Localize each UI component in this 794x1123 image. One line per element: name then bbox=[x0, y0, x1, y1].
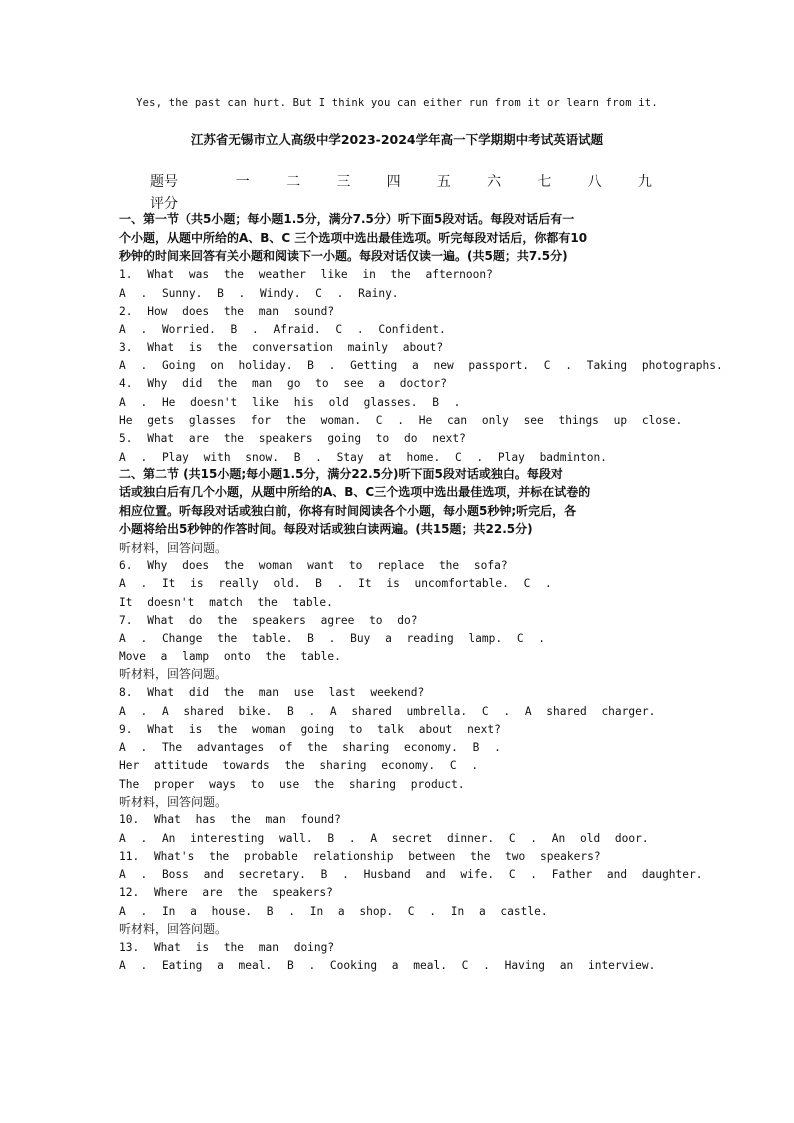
answer-options: It doesn't match the table. bbox=[119, 595, 333, 609]
question: 11. What's the probable relationship between the two speakers? bbox=[119, 850, 601, 863]
question: 9. What is the woman going to talk about next? bbox=[119, 722, 501, 736]
answer-options: A . An interesting wall. B . A secret dinner. C . An old door. bbox=[119, 831, 649, 845]
score-table-score-label: 评分 bbox=[150, 196, 178, 212]
question: 6. Why does the woman want to replace the sofa? bbox=[119, 559, 508, 572]
question: 12. Where are the speakers? bbox=[119, 886, 333, 899]
listening-prompt: 听材料，回答问题。 bbox=[119, 794, 228, 809]
question: 3. What is the conversation mainly about? bbox=[119, 341, 444, 354]
page-motto: Yes, the past can hurt. But I think you can either run from it or learn from it. bbox=[136, 97, 658, 109]
answer-options: A . In a house. B . In a shop. C . In a castle. bbox=[119, 904, 548, 918]
listening-prompt: 听材料，回答问题。 bbox=[119, 540, 228, 555]
answer-options: A . Going on holiday. B . Getting a new passport. C . Taking photographs. bbox=[119, 359, 723, 372]
score-column-4: 四 bbox=[386, 174, 401, 190]
section-2-instructions: 话或独白后有几个小题，从题中所给的A、B、C三个选项中选出最佳选项，并标在试卷的 bbox=[119, 485, 591, 499]
answer-options: A . Play with snow. B . Stay at home. C . Play badminton. bbox=[119, 450, 607, 464]
score-column-2: 二 bbox=[286, 174, 301, 190]
listening-prompt: 听材料，回答问题。 bbox=[119, 921, 228, 936]
section-1-instructions: 个小题，从题中所给的A、B、C 三个选项中选出最佳选项。听完每段对话后，你都有10 bbox=[119, 230, 588, 245]
section-1-instructions: 一、第一节（共5小题；每小题1.5分，满分7.5分）听下面5段对话。每段对话后有一 bbox=[119, 212, 575, 226]
score-column-8: 八 bbox=[587, 174, 602, 190]
answer-options: A . Sunny. B . Windy. C . Rainy. bbox=[119, 286, 399, 300]
answer-options: A . Eating a meal. B . Cooking a meal. C . Having an interview. bbox=[119, 958, 656, 972]
question: 8. What did the man use last weekend? bbox=[119, 686, 425, 699]
score-column-1: 一 bbox=[235, 174, 250, 190]
answer-options: He gets glasses for the woman. C . He can only see things up close. bbox=[119, 414, 683, 427]
answer-options: A . A shared bike. B . A shared umbrella. C . A shared charger. bbox=[119, 704, 656, 718]
question: 10. What has the man found? bbox=[119, 813, 341, 826]
answer-options: A . Change the table. B . Buy a reading lamp. C . bbox=[119, 632, 546, 645]
score-column-9: 九 bbox=[637, 174, 652, 190]
question: 4. Why did the man go to see a doctor? bbox=[119, 377, 447, 390]
question: 13. What is the man doing? bbox=[119, 940, 335, 954]
score-column-6: 六 bbox=[487, 174, 502, 190]
section-2-instructions: 二、第二节 (共15小题;每小题1.5分，满分22.5分)听下面5段对话或独白。每段对 bbox=[119, 466, 563, 481]
answer-options: A . The advantages of the sharing economy. B . bbox=[119, 741, 501, 754]
answer-options: The proper ways to use the sharing product. bbox=[119, 777, 465, 791]
answer-options: Her attitude towards the sharing economy. C . bbox=[119, 759, 479, 772]
answer-options: A . Worried. B . Afraid. C . Confident. bbox=[119, 322, 446, 336]
question: 7. What do the speakers agree to do? bbox=[119, 613, 418, 627]
question: 5. What are the speakers going to do next? bbox=[119, 432, 466, 445]
score-column-7: 七 bbox=[537, 174, 552, 190]
question: 1. What was the weather like in the afternoon? bbox=[119, 268, 493, 281]
exam-title: 江苏省无锡市立人高级中学2023-2024学年高一下学期期中考试英语试题 bbox=[190, 132, 604, 147]
answer-options: A . It is really old. B . It is uncomfortable. C . bbox=[119, 577, 552, 590]
answer-options: A . He doesn't like his old glasses. B . bbox=[119, 395, 461, 409]
score-column-3: 三 bbox=[336, 174, 351, 190]
section-2-instructions: 小题将给出5秒钟的作答时间。每段对话或独白读两遍。(共15题；共22.5分) bbox=[119, 521, 533, 536]
score-column-5: 五 bbox=[436, 174, 451, 190]
score-table-header-row bbox=[150, 170, 670, 192]
score-table bbox=[150, 170, 670, 214]
section-1-instructions: 秒钟的时间来回答有关小题和阅读下一小题。每段对话仅读一遍。(共5题；共7.5分) bbox=[119, 249, 568, 263]
section-2-instructions: 相应位置。听每段对话或独白前，你将有时间阅读各个小题，每小题5秒钟;听完后，各 bbox=[119, 503, 577, 518]
answer-options: Move a lamp onto the table. bbox=[119, 650, 341, 663]
question: 2. How does the man sound? bbox=[119, 304, 335, 318]
listening-prompt: 听材料，回答问题。 bbox=[119, 667, 228, 681]
answer-options: A . Boss and secretary. B . Husband and wife. C . Father and daughter. bbox=[119, 868, 703, 881]
score-table-header-label: 题号 bbox=[150, 174, 178, 190]
